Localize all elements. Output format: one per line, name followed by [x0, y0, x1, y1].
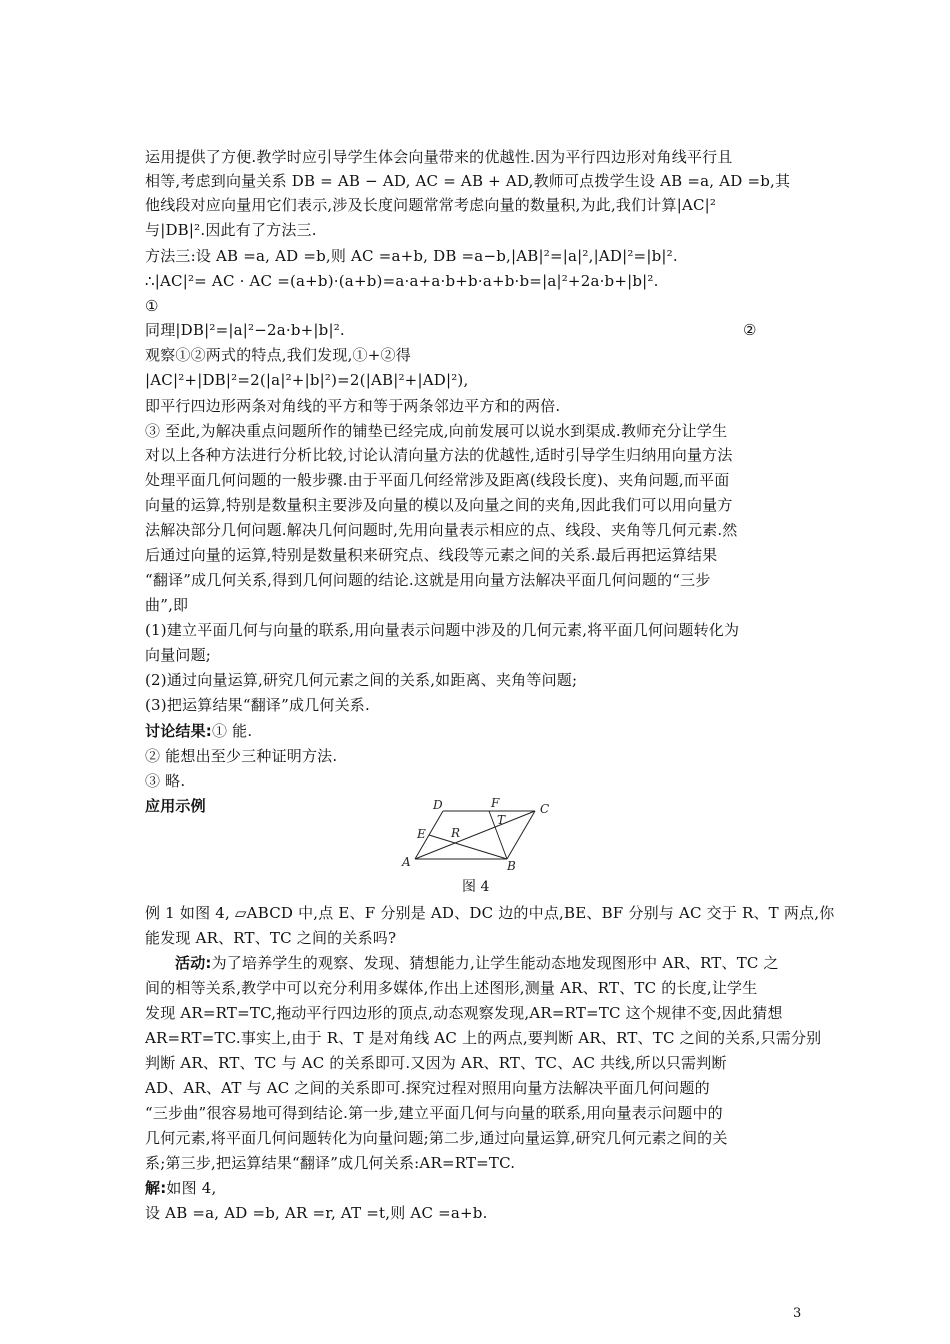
label-E: E [417, 827, 426, 841]
parallelogram-figure [395, 793, 560, 871]
solution-text: 如图 4, [166, 1179, 217, 1197]
activity-line: AD、AR、AT 与 AC 之间的关系即可.探究过程对照用向量方法解决平面几何问题的 [145, 1079, 710, 1097]
page-number: 3 [793, 1306, 802, 1321]
activity-label: 活动: [175, 954, 212, 972]
text-line: ① [145, 297, 159, 315]
activity-text: 为了培养学生的观察、发现、猜想能力,让学生能动态地发现图形中 AR、RT、TC 之 [211, 954, 779, 972]
text-line: 即平行四边形两条对角线的平方和等于两条邻边平方和的两倍. [145, 397, 561, 415]
text-line: 运用提供了方便.教学时应引导学生体会向量带来的优越性.因为平行四边形对角线平行且 [145, 148, 733, 166]
activity-line [175, 952, 779, 974]
text-line: 与|DB|².因此有了方法三. [145, 221, 317, 239]
discussion-label: 讨论结果: [145, 722, 212, 740]
label-A: A [402, 855, 411, 869]
text-line: (1)建立平面几何与向量的联系,用向量表示问题中涉及的几何元素,将平面几何问题转化为 [145, 621, 740, 639]
text-line: 向量问题; [145, 646, 212, 664]
text-line: 他线段对应向量用它们表示,涉及长度问题常常考虑向量的数量积,为此,我们计算|AC|² [145, 196, 717, 214]
activity-line: 发现 AR=RT=TC,拖动平行四边形的顶点,动态观察发现,AR=RT=TC 这个规律不变,因此猜想 [145, 1004, 783, 1022]
text-line: 向量的运算,特别是数量积主要涉及向量的模以及向量之间的夹角,因此我们可以用向量方 [145, 496, 733, 514]
text-line: 处理平面几何问题的一般步骤.由于平面几何经常涉及距离(线段长度)、夹角问题,而平面 [145, 471, 730, 489]
text-line: (2)通过向量运算,研究几何元素之间的关系,如距离、夹角等问题; [145, 671, 578, 689]
text-line: 方法三:设 AB =a, AD =b,则 AC =a+b, DB =a−b,|AB|²=|a|²,|AD|²=|b|². [145, 247, 678, 265]
section-heading: 应用示例 [145, 797, 206, 815]
label-T: T [497, 813, 506, 827]
solution-line: 设 AB =a, AD =b, AR =r, AT =t,则 AC =a+b. [145, 1204, 488, 1222]
discussion-line [145, 720, 252, 742]
activity-line: 几何元素,将平面几何问题转化为向量问题;第二步,通过向量运算,研究几何元素之间的关 [145, 1129, 728, 1147]
text-line: |AC|²+|DB|²=2(|a|²+|b|²)=2(|AB|²+|AD|²), [145, 371, 469, 389]
solution-label: 解: [145, 1179, 167, 1197]
text-line: 曲”,即 [145, 596, 189, 614]
text-line: 法解决部分几何问题.解决几何问题时,先用向量表示相应的点、线段、夹角等几何元素.然 [145, 521, 738, 539]
activity-line: 间的相等关系,教学中可以充分利用多媒体,作出上述图形,测量 AR、RT、TC 的长度,让学生 [145, 979, 758, 997]
discussion-item: ③ 略. [145, 772, 186, 790]
example-line: 例 1 如图 4, ▱ABCD 中,点 E、F 分别是 AD、DC 边的中点,BE、BF 分别与 AC 交于 R、T 两点,你 [145, 904, 835, 922]
discussion-item: ① 能. [212, 722, 253, 740]
text-line: ③ 至此,为解决重点问题所作的铺垫已经完成,向前发展可以说水到渠成.教师充分让学生 [145, 422, 728, 440]
label-C: C [540, 802, 550, 816]
label-B: B [507, 859, 516, 871]
label-F: F [491, 796, 500, 810]
activity-line: 判断 AR、RT、TC 与 AC 的关系即可.又因为 AR、RT、TC、AC 共线,所以只需判断 [145, 1054, 727, 1072]
text-line: (3)把运算结果“翻译”成几何关系. [145, 696, 370, 714]
label-R: R [451, 826, 461, 840]
figure-caption: 图 4 [462, 879, 490, 895]
example-line: 能发现 AR、RT、TC 之间的关系吗? [145, 929, 397, 947]
text-line: 对以上各种方法进行分析比较,讨论认清向量方法的优越性,适时引导学生归纳用向量方法 [145, 446, 733, 464]
discussion-item: ② 能想出至少三种证明方法. [145, 747, 338, 765]
text-line: 同理|DB|²=|a|²−2a·b+|b|². [145, 321, 345, 339]
activity-line: 系;第三步,把运算结果“翻译”成几何关系:AR=RT=TC. [145, 1154, 516, 1172]
solution-line [145, 1177, 217, 1199]
text-line: “翻译”成几何关系,得到几何问题的结论.这就是用向量方法解决平面几何问题的“三步 [145, 571, 711, 589]
text-line: 观察①②两式的特点,我们发现,①+②得 [145, 346, 411, 364]
text-line: 相等,考虑到向量关系 DB = AB − AD, AC = AB + AD,教师可点拨学生设 AB =a, AD =b,其 [145, 172, 791, 190]
label-D: D [433, 798, 443, 812]
equation-number: ② [743, 321, 757, 339]
text-line: 后通过向量的运算,特别是数量积来研究点、线段等元素之间的关系.最后再把运算结果 [145, 546, 718, 564]
activity-line: AR=RT=TC.事实上,由于 R、T 是对角线 AC 上的两点,要判断 AR、RT、TC 之间的关系,只需分别 [145, 1029, 822, 1047]
text-line: ∴|AC|²= AC · AC =(a+b)·(a+b)=a·a+a·b+b·a+b·b=|a|²+2a·b+|b|². [145, 272, 659, 290]
activity-line: “三步曲”很容易地可得到结论.第一步,建立平面几何与向量的联系,用向量表示问题中的 [145, 1104, 723, 1122]
